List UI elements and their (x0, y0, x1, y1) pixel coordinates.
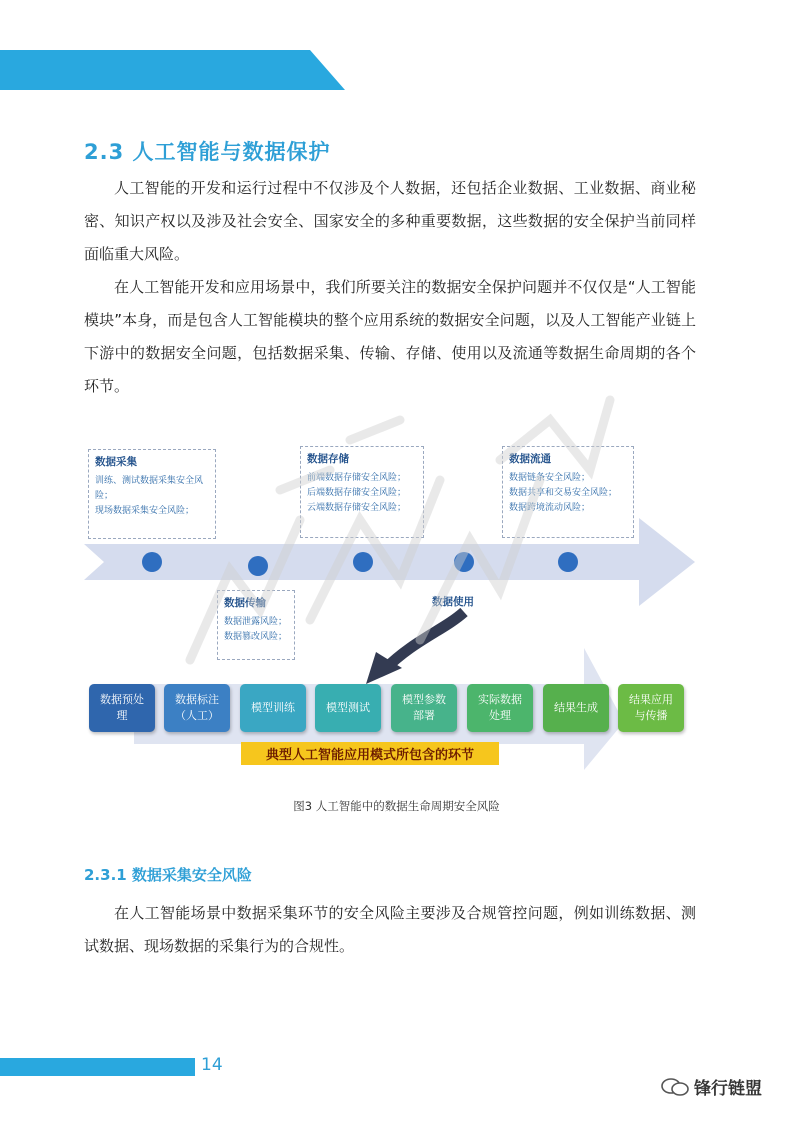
risk-box-storage (300, 446, 424, 538)
stage-label: 模型参数 部署 (402, 693, 446, 722)
stage-label: 数据预处 理 (100, 693, 144, 722)
lifecycle-node-4 (454, 552, 474, 572)
risk-box-collection (88, 449, 216, 539)
risk-item: 数据篡改风险； (224, 632, 288, 642)
risk-box-transmission (217, 590, 295, 660)
stage-label: 实际数据 处理 (478, 693, 522, 722)
subsection-title: 2.3.1 数据采集安全风险 (84, 866, 252, 884)
risk-box-title: 数据流通 (509, 453, 551, 465)
risk-item: 前端数据存储安全风险； (307, 473, 407, 483)
risk-item: 数据链条安全风险； (509, 473, 591, 483)
lifecycle-node-2 (248, 556, 268, 576)
stage-box-3 (240, 684, 306, 732)
risk-box-title: 数据存储 (307, 453, 349, 465)
brand-name: 锋行链盟 (694, 1079, 762, 1099)
stage-label: 模型训练 (251, 701, 295, 714)
figure-caption: 图3 人工智能中的数据生命周期安全风险 (293, 799, 500, 813)
stage-box-4 (315, 684, 381, 732)
footer-bar (0, 1058, 200, 1078)
risk-item: 数据泄露风险； (224, 617, 288, 627)
brand-logo (660, 1074, 762, 1099)
stage-box-5 (391, 684, 457, 732)
stage-box-1 (89, 684, 155, 732)
stage-box-8 (618, 684, 684, 732)
stage-label: 模型测试 (326, 701, 370, 714)
risk-item: 数据跨境流动风险； (509, 503, 591, 513)
section-title: 2.3 人工智能与数据保护 (84, 140, 331, 164)
risk-box-circulation (502, 446, 634, 538)
subsection-paragraph: 在人工智能场景中数据采集环节的安全风险主要涉及合规管控问题，例如训练数据、测试数据、现场数据的采集行为的合规性。 (84, 904, 696, 955)
stage-box-2 (164, 684, 230, 732)
risk-box-title: 数据采集 (95, 456, 137, 468)
risk-item: 云端数据存储安全风险； (307, 503, 407, 513)
stage-box-7 (543, 684, 609, 732)
stage-box-6 (467, 684, 533, 732)
risk-item: 训练、测试数据采集安全风险； (95, 476, 204, 501)
lifecycle-node-3 (353, 552, 373, 572)
page-number: 14 (201, 1055, 223, 1075)
risk-item: 后端数据存储安全风险； (307, 488, 407, 498)
stage-label: 数据标注 （人工） (175, 693, 219, 722)
risk-box-title: 数据传输 (224, 597, 266, 609)
usage-arrow (384, 612, 464, 670)
stage-label: 结果生成 (554, 701, 598, 714)
stage-label: 结果应用 与传播 (629, 693, 673, 722)
section-paragraph-2: 在人工智能开发和应用场景中，我们所要关注的数据安全保护问题并不仅仅是“人工智能模块”本身，而是包含人工智能模块的整个应用系统的数据安全问题，以及人工智能产业链上下游中的数据安全问题，包括数据采集、传输、存储、使用以及流通等数据生命周期的各个环节。 (84, 278, 696, 395)
data-usage-label: 数据使用 (432, 596, 474, 608)
lifecycle-node-5 (558, 552, 578, 572)
top-banner (0, 0, 793, 100)
chat-bubble-icon (660, 1076, 690, 1098)
risk-item: 数据共享和交易安全风险； (509, 488, 618, 498)
risk-item: 现场数据采集安全风险； (95, 506, 195, 516)
pattern-label: 典型人工智能应用模式所包含的环节 (241, 742, 499, 765)
lifecycle-node-1 (142, 552, 162, 572)
section-paragraph-1: 人工智能的开发和运行过程中不仅涉及个人数据，还包括企业数据、工业数据、商业秘密、知识产权以及涉及社会安全、国家安全的多种重要数据，这些数据的安全保护当前同样面临重大风险。 (84, 179, 696, 263)
